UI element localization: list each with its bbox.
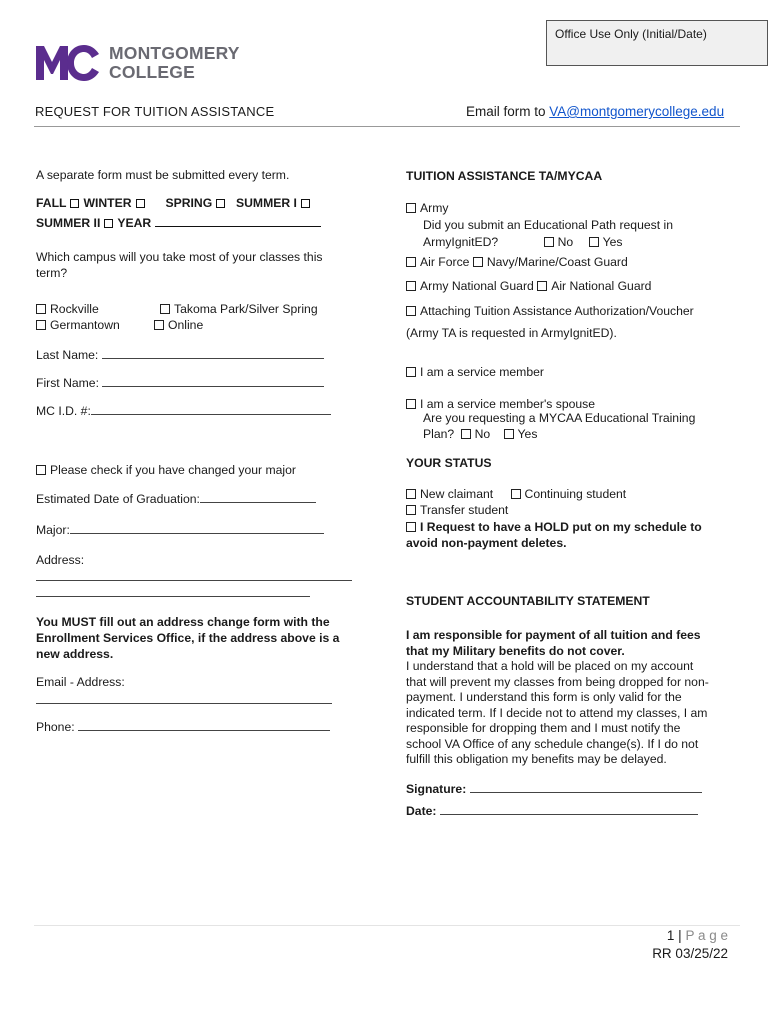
status-row-1: New claimant Continuing student xyxy=(406,486,626,502)
first-name-row xyxy=(36,374,324,391)
spouse-no-checkbox[interactable] xyxy=(461,429,471,439)
ta-heading: TUITION ASSISTANCE TA/MYCAA xyxy=(406,169,603,183)
address-label: Address: xyxy=(36,553,85,567)
term-spring-label: SPRING xyxy=(165,196,213,210)
continuing-checkbox[interactable] xyxy=(511,489,521,499)
campus-rockville[interactable]: Rockville xyxy=(36,301,99,317)
hold-checkbox[interactable] xyxy=(406,522,416,532)
navy-checkbox[interactable] xyxy=(473,257,483,267)
phone-field[interactable] xyxy=(78,718,330,731)
page-number: 1 xyxy=(666,928,675,943)
date-label: Date: xyxy=(406,804,437,818)
mc-monogram xyxy=(36,44,100,82)
spouse-question-1: Are you requesting a MYCAA Educational Training xyxy=(423,411,696,425)
statement-line-3: payment. I understand this form is only valid for the xyxy=(406,690,682,704)
major-change-checkbox[interactable] xyxy=(36,465,46,475)
form-title: REQUEST FOR TUITION ASSISTANCE xyxy=(35,104,275,119)
first-name-field[interactable] xyxy=(102,374,324,387)
mc-id-field[interactable] xyxy=(91,402,331,415)
logo-line1: MONTGOMERY xyxy=(109,43,240,63)
email-prefix: Email form to xyxy=(466,104,550,119)
new-claimant-checkbox[interactable] xyxy=(406,489,416,499)
office-use-label: Office Use Only (Initial/Date) xyxy=(555,27,707,41)
spouse-yes-checkbox[interactable] xyxy=(504,429,514,439)
campus-online[interactable]: Online xyxy=(154,317,203,333)
page-separator: | xyxy=(678,928,682,943)
campus-takoma[interactable]: Takoma Park/Silver Spring xyxy=(160,301,318,317)
email-label: Email - Address: xyxy=(36,675,125,689)
term-fall-checkbox[interactable] xyxy=(70,199,79,208)
email-instruction xyxy=(466,104,724,119)
statement-line-4: indicated term. If I decide not to attend my classes, I am xyxy=(406,706,708,720)
campus-germantown[interactable]: Germantown xyxy=(36,317,120,333)
term-fall-label: FALL xyxy=(36,196,67,210)
must-line-2: Enrollment Services Office, if the address above is a xyxy=(36,631,340,645)
responsibility-line-2: that my Military benefits do not cover. xyxy=(406,644,625,658)
campus-question-1: Which campus will you take most of your classes this xyxy=(36,250,323,264)
army-question-2: ArmyIgnitED? No Yes xyxy=(423,235,623,249)
logo-line2: COLLEGE xyxy=(109,62,195,82)
term-row-1 xyxy=(36,195,314,211)
email-link[interactable]: VA@montgomerycollege.edu xyxy=(549,104,725,119)
first-name-label: First Name: xyxy=(36,376,99,390)
term-row-2 xyxy=(36,214,321,231)
address-field-2[interactable] xyxy=(36,596,310,597)
mc-id-label: MC I.D. #: xyxy=(36,404,91,418)
header-divider xyxy=(34,126,740,127)
intro-text: A separate form must be submitted every term. xyxy=(36,168,290,182)
date-field[interactable] xyxy=(440,802,698,815)
option-spouse[interactable]: I am a service member's spouse xyxy=(406,396,595,412)
army-no-checkbox[interactable] xyxy=(544,237,554,247)
checkbox[interactable] xyxy=(406,306,416,316)
term-year-label: YEAR xyxy=(117,216,152,230)
year-field[interactable] xyxy=(155,214,321,227)
checkbox[interactable] xyxy=(406,203,416,213)
office-use-box xyxy=(546,20,768,66)
major-change-row[interactable]: Please check if you have changed your major xyxy=(36,462,296,478)
status-heading: YOUR STATUS xyxy=(406,456,492,470)
phone-label: Phone: xyxy=(36,720,75,734)
term-spring-checkbox[interactable] xyxy=(216,199,225,208)
last-name-row xyxy=(36,346,324,363)
statement-line-7: fulfill this obligation my benefits may be delayed. xyxy=(406,752,667,766)
term-summer1-checkbox[interactable] xyxy=(301,199,310,208)
checkbox[interactable] xyxy=(406,399,416,409)
term-summer2-checkbox[interactable] xyxy=(104,219,113,228)
checkbox[interactable] xyxy=(36,304,46,314)
statement-line-1: I understand that a hold will be placed on my account xyxy=(406,659,694,673)
signature-field[interactable] xyxy=(470,780,702,793)
graduation-label: Estimated Date of Graduation: xyxy=(36,492,200,506)
college-logo xyxy=(36,42,256,82)
army-ng-checkbox[interactable] xyxy=(406,281,416,291)
checkbox[interactable] xyxy=(406,505,416,515)
checkbox[interactable] xyxy=(160,304,170,314)
term-winter-checkbox[interactable] xyxy=(136,199,145,208)
major-label: Major: xyxy=(36,523,70,537)
term-summer1-label: SUMMER I xyxy=(236,196,297,210)
major-field[interactable] xyxy=(70,521,324,534)
revision-date: RR 03/25/22 xyxy=(652,946,728,961)
page-word: P a g e xyxy=(685,928,728,943)
air-ng-checkbox[interactable] xyxy=(537,281,547,291)
option-service-member[interactable]: I am a service member xyxy=(406,364,544,380)
signature-row xyxy=(406,780,702,797)
option-army[interactable]: Army xyxy=(406,200,448,216)
page-indicator xyxy=(667,928,728,943)
must-line-1: You MUST fill out an address change form with the xyxy=(36,615,330,629)
branch-row-2: Army National Guard Air National Guard xyxy=(406,278,651,294)
responsibility-line-1: I am responsible for payment of all tuition and fees xyxy=(406,628,701,642)
signature-label: Signature: xyxy=(406,782,467,796)
footer-divider xyxy=(34,925,740,926)
graduation-row xyxy=(36,490,316,507)
campus-question-2: term? xyxy=(36,266,68,280)
mc-id-row xyxy=(36,402,331,419)
hold-line-2: avoid non-payment deletes. xyxy=(406,536,567,550)
graduation-field[interactable] xyxy=(200,490,316,503)
statement-line-5: responsible for dropping them and I must notify the xyxy=(406,721,681,735)
spouse-question-2: Plan? No Yes xyxy=(423,427,538,441)
checkbox[interactable] xyxy=(154,320,164,330)
air-force-checkbox[interactable] xyxy=(406,257,416,267)
last-name-field[interactable] xyxy=(102,346,324,359)
date-row xyxy=(406,802,698,819)
army-note: (Army TA is requested in ArmyIgnitED). xyxy=(406,326,617,340)
option-attaching[interactable]: Attaching Tuition Assistance Authorization/Voucher xyxy=(406,303,694,319)
branch-row-1: Air Force Navy/Marine/Coast Guard xyxy=(406,254,628,270)
statement-line-2: that will prevent my classes from being dropped for non- xyxy=(406,675,709,689)
hold-line-1[interactable]: I Request to have a HOLD put on my schedule to xyxy=(406,519,702,535)
checkbox[interactable] xyxy=(406,367,416,377)
must-line-3: new address. xyxy=(36,647,114,661)
option-transfer[interactable]: Transfer student xyxy=(406,502,508,518)
term-winter-label: WINTER xyxy=(83,196,132,210)
statement-line-6: school VA Office of any schedule change(s). If I do not xyxy=(406,737,699,751)
phone-row xyxy=(36,718,330,735)
checkbox[interactable] xyxy=(36,320,46,330)
last-name-label: Last Name: xyxy=(36,348,99,362)
email-field[interactable] xyxy=(36,703,332,704)
term-summer2-label: SUMMER II xyxy=(36,216,101,230)
accountability-heading: STUDENT ACCOUNTABILITY STATEMENT xyxy=(406,594,650,608)
major-row xyxy=(36,521,324,538)
army-yes-checkbox[interactable] xyxy=(589,237,599,247)
address-field-1[interactable] xyxy=(36,580,352,581)
army-question-1: Did you submit an Educational Path request in xyxy=(423,218,673,232)
